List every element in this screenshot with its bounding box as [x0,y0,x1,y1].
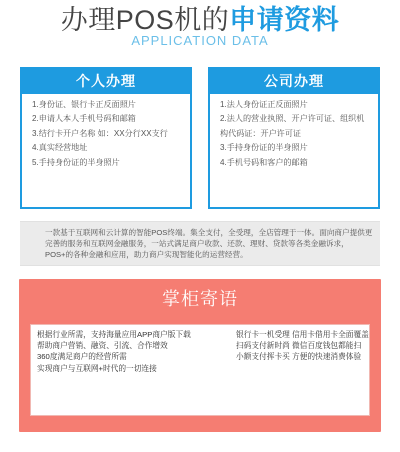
personal-requirement-item: 1.身份证、银行卡正反面照片 [32,100,136,109]
manager-message-line: 360度满足商户的经营所需 [37,352,127,362]
personal-requirement-item: 3.结行卡开户名称 如：XX分行XX支行 [32,128,168,138]
manager-message-left-column [37,329,202,374]
manager-message-title: 掌柜寄语 [162,289,238,309]
manager-message-line: 根据行业所需，支持海量应用APP商户版下载 [37,330,191,339]
page-title-plain: 办理POS机的 [60,5,230,35]
page-subtitle: APPLICATION DATA [131,33,269,48]
manager-message-line: 实现商户与互联网+时代的一切连接 [37,363,157,373]
personal-requirement-item: 5.手持身份证的半身照片 [32,157,120,167]
personal-requirements-list [32,98,184,170]
page-title [0,4,400,36]
personal-requirement-item: 2.申请人本人手机号码和邮箱 [32,114,136,124]
manager-message-right-column [236,329,371,363]
manager-message-line: 帮助商户营销、融资、引流、合作增效 [37,341,168,351]
company-requirement-item: 3.手持身份证的半身照片 [220,143,308,153]
manager-message-line: 银行卡一机受理 信用卡借用卡全面覆盖 [236,330,369,339]
personal-requirement-item: 4.真实经营地址 [32,143,88,153]
company-card-title: 公司办理 [210,69,378,94]
manager-message-line: 小额支付挥卡买 方便的快速消费体验 [236,352,362,362]
company-application-card [208,67,380,209]
personal-card-title: 个人办理 [22,69,190,94]
manager-message-line: 扫码支付新时尚 微信百度钱包都能扫 [236,341,362,351]
page-title-accent: 申请资料 [229,5,340,35]
personal-application-card [20,67,192,209]
manager-message-panel [19,279,381,432]
company-requirement-item: 1.法人身份证正反面照片 [220,100,308,109]
company-requirement-item: 4.手机号码和客户的邮箱 [220,157,308,167]
company-requirement-item: 2.法人的营业执照、开户许可证、组织机构代码证：开户许可证 [220,114,365,138]
product-introduction-text: 一款基于互联网和云计算的智能POS终端。集全支付，全受理，全店管理于一体。面向商户提供更完善的服务和互联网金融服务，一站式满足商户收款、还款、理财、贷款等各类金融诉求，POS+的各种金融和应用，助力商户实现智能化的运营经营。 [45,228,373,260]
page-header [0,0,400,58]
product-introduction [20,221,380,266]
company-requirements-list [220,98,372,170]
manager-message-body [30,324,370,416]
